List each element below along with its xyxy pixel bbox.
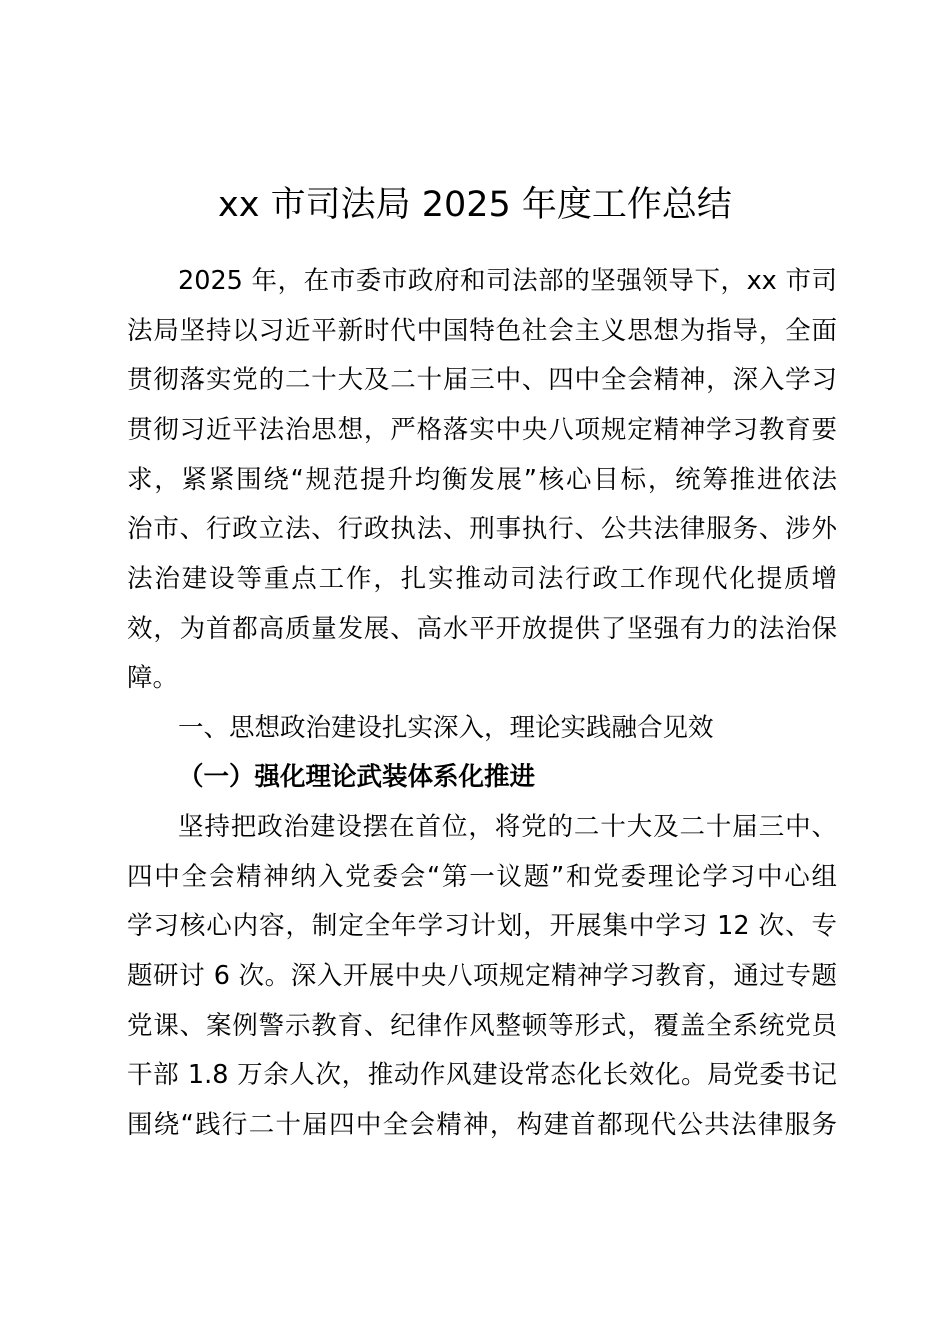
paragraph-2-line-5: 党课、案例警示教育、纪律作风整顿等形式，覆盖全系统党员 (127, 1011, 837, 1041)
paragraph-1-line-8: 效，为首都高质量发展、高水平开放提供了坚强有力的法治保 (127, 614, 837, 644)
paragraph-2-line-7: 围绕“践行二十届四中全会精神，构建首都现代公共法律服务 (127, 1110, 837, 1140)
section-heading-1: 一、思想政治建设扎实深入，理论实践融合见效 (178, 713, 714, 743)
document-title: xx 市司法局 2025 年度工作总结 (218, 185, 732, 225)
paragraph-2-line-1: 坚持把政治建设摆在首位，将党的二十大及二十届三中、 (178, 812, 837, 842)
paragraph-1-line-3: 贯彻落实党的二十大及二十届三中、四中全会精神，深入学习 (127, 365, 837, 395)
paragraph-1-line-1: 2025 年，在市委市政府和司法部的坚强领导下，xx 市司 (178, 266, 837, 296)
paragraph-2-line-2: 四中全会精神纳入党委会“第一议题”和党委理论学习中心组 (127, 862, 837, 892)
paragraph-2-line-4: 题研讨 6 次。深入开展中央八项规定精神学习教育，通过专题 (127, 961, 837, 991)
paragraph-1-line-5: 求，紧紧围绕“规范提升均衡发展”核心目标，统筹推进依法 (127, 465, 837, 495)
subsection-heading-1: （一）强化理论武装体系化推进 (178, 762, 536, 792)
paragraph-1-line-2: 法局坚持以习近平新时代中国特色社会主义思想为指导，全面 (127, 316, 837, 346)
paragraph-1-line-4: 贯彻习近平法治思想，严格落实中央八项规定精神学习教育要 (127, 415, 837, 445)
paragraph-2-line-6: 干部 1.8 万余人次，推动作风建设常态化长效化。局党委书记 (127, 1060, 837, 1090)
paragraph-1-line-9: 障。 (127, 663, 179, 693)
paragraph-1-line-7: 法治建设等重点工作，扎实推动司法行政工作现代化提质增 (127, 564, 837, 594)
paragraph-2-line-3: 学习核心内容，制定全年学习计划，开展集中学习 12 次、专 (127, 911, 837, 941)
paragraph-1-line-6: 治市、行政立法、行政执法、刑事执行、公共法律服务、涉外 (127, 514, 837, 544)
